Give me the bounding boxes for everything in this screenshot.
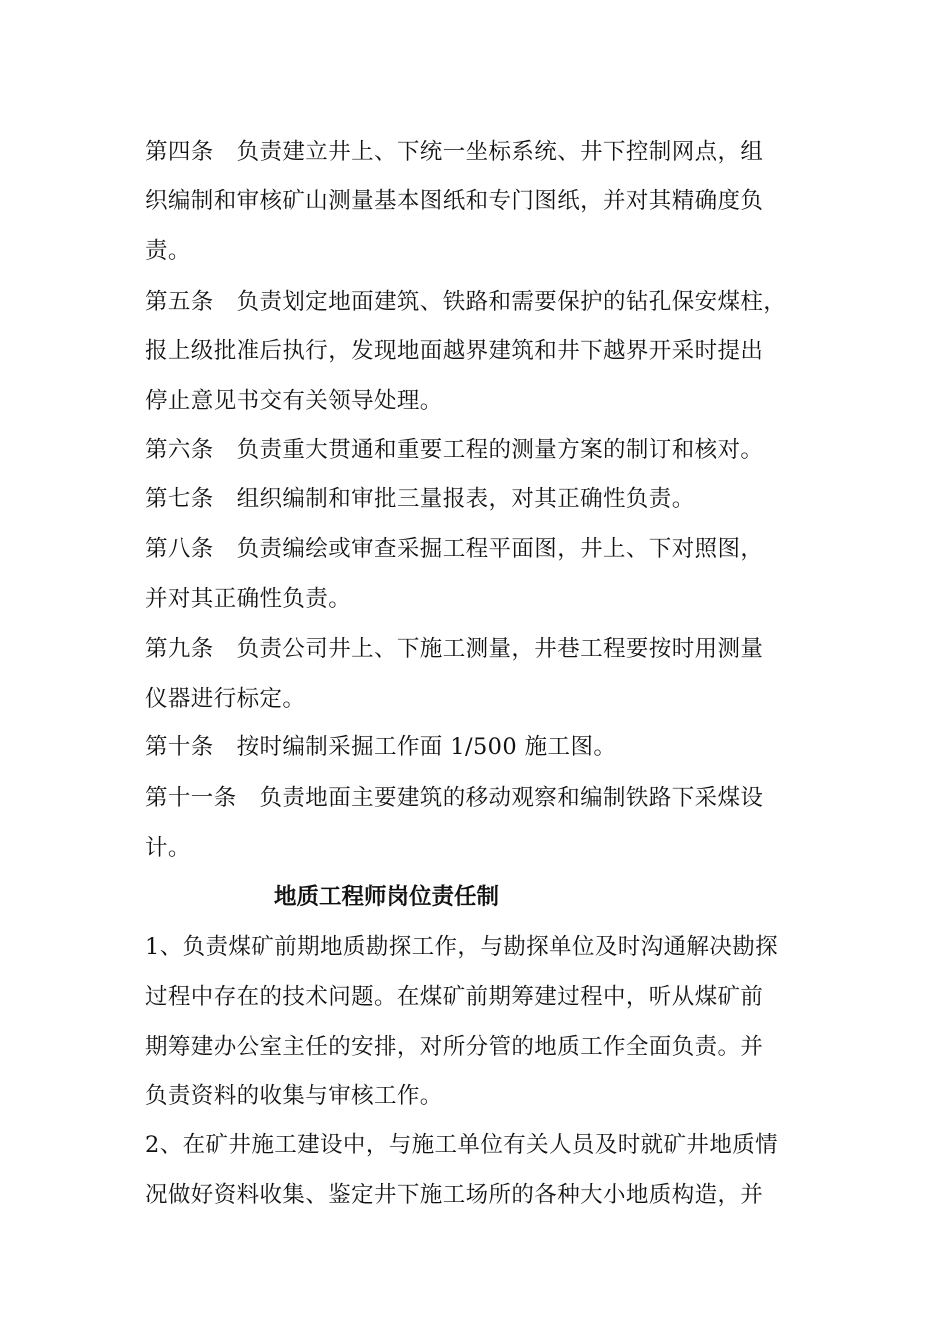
article-9-line-2: 仪器进行标定。 (145, 686, 306, 712)
section-title: 地质工程师岗位责任制 (274, 884, 500, 910)
item-2-line-1: 2、在矿井施工建设中，与施工单位有关人员及时就矿井地质情 (145, 1132, 779, 1158)
item-1-line-4: 负责资料的收集与审核工作。 (145, 1083, 443, 1109)
article-4-line-2: 织编制和审核矿山测量基本图纸和专门图纸，并对其精确度负 (145, 188, 764, 214)
article-4-line-1: 第四条 负责建立井上、下统一坐标系统、井下控制网点，组 (145, 139, 764, 165)
item-2-line-2: 况做好资料收集、鉴定井下施工场所的各种大小地质构造，并 (145, 1182, 764, 1208)
article-5-line-3: 停止意见书交有关领导处理。 (145, 388, 443, 414)
article-7-line-1: 第七条 组织编制和审批三量报表，对其正确性负责。 (145, 486, 695, 512)
item-1-line-3: 期筹建办公室主任的安排，对所分管的地质工作全面负责。并 (145, 1034, 764, 1060)
article-8-line-2: 并对其正确性负责。 (145, 586, 352, 612)
article-8-line-1: 第八条 负责编绘或审查采掘工程平面图，井上、下对照图， (145, 536, 764, 562)
article-9-line-1: 第九条 负责公司井上、下施工测量，井巷工程要按时用测量 (145, 636, 764, 662)
article-4-line-3: 责。 (145, 238, 191, 264)
article-5-line-1: 第五条 负责划定地面建筑、铁路和需要保护的钻孔保安煤柱， (145, 289, 787, 315)
article-11-line-1: 第十一条 负责地面主要建筑的移动观察和编制铁路下采煤设 (145, 785, 764, 811)
item-1-line-1: 1、负责煤矿前期地质勘探工作，与勘探单位及时沟通解决勘探 (145, 934, 779, 960)
article-11-line-2: 计。 (145, 835, 191, 861)
article-5-line-2: 报上级批准后执行，发现地面越界建筑和井下越界开采时提出 (145, 338, 764, 364)
article-6-line-1: 第六条 负责重大贯通和重要工程的测量方案的制订和核对。 (145, 437, 764, 463)
item-1-line-2: 过程中存在的技术问题。在煤矿前期筹建过程中，听从煤矿前 (145, 984, 764, 1010)
article-10-line-1: 第十条 按时编制采掘工作面 1/500 施工图。 (145, 734, 617, 760)
